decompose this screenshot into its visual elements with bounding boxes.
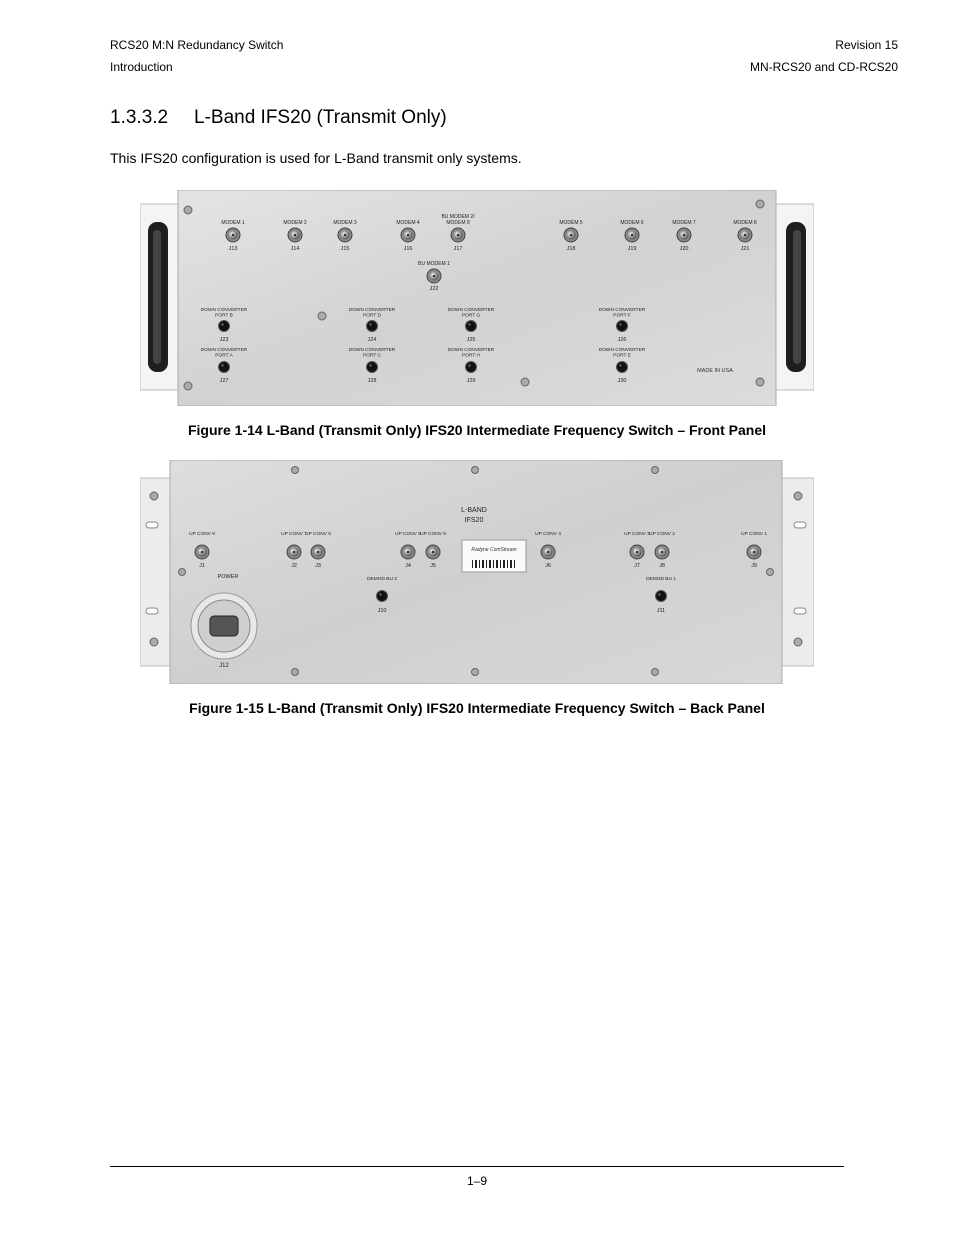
modem-label: MODEM 6 bbox=[620, 220, 644, 226]
up-converter-jack-label: J4 bbox=[405, 563, 411, 569]
down-converter-label: DOWN CONVERTER bbox=[447, 308, 495, 313]
back-panel-figure bbox=[140, 460, 814, 684]
down-converter-jack-label: J25 bbox=[466, 337, 476, 343]
demod-jack-label: J11 bbox=[656, 608, 666, 614]
modem-jack-label: J15 bbox=[340, 246, 350, 252]
up-converter-label: UP CONV 3 bbox=[624, 532, 650, 537]
brand-text: Radyne ComStream bbox=[471, 547, 517, 553]
up-converter-jack-label: J9 bbox=[751, 563, 757, 569]
down-converter-label: DOWN CONVERTER bbox=[447, 348, 495, 353]
modem-label: BU MODEM 2/ bbox=[441, 214, 475, 220]
figure-1-15-caption: Figure 1-15 L-Band (Transmit Only) IFS20 Intermediate Frequency Switch – Back Panel bbox=[189, 700, 765, 716]
modem-jack-label: J13 bbox=[228, 246, 238, 252]
down-converter-jack-label: J23 bbox=[219, 337, 229, 343]
up-converter-label: UP CONV 7 bbox=[281, 532, 307, 537]
down-converter-jack-label: J24 bbox=[367, 337, 377, 343]
down-converter-port-label: PORT G bbox=[461, 313, 481, 319]
demod-jack[interactable] bbox=[656, 591, 667, 602]
header-revision: Revision 15 bbox=[835, 38, 898, 52]
up-converter-jack-label: J6 bbox=[545, 563, 551, 569]
modem-jack-label: J20 bbox=[679, 246, 689, 252]
page-number: 1–9 bbox=[466, 1174, 488, 1188]
down-converter-label: DOWN CONVERTER bbox=[200, 308, 248, 313]
up-converter-jack-label: J7 bbox=[634, 563, 640, 569]
down-converter-jack[interactable] bbox=[367, 321, 378, 332]
down-converter-jack-label: J30 bbox=[617, 378, 627, 384]
modem-jack-label: J14 bbox=[290, 246, 300, 252]
made-in-label: MADE IN USA bbox=[697, 368, 733, 374]
power-connector-icon bbox=[210, 616, 238, 636]
up-converter-jack-label: J8 bbox=[659, 563, 665, 569]
up-converter-jack-label: J3 bbox=[315, 563, 321, 569]
down-converter-port-label: PORT D bbox=[363, 313, 381, 319]
up-converter-jack-label: J5 bbox=[430, 563, 436, 569]
down-converter-jack[interactable] bbox=[219, 362, 230, 373]
down-converter-jack-label: J29 bbox=[466, 378, 476, 384]
up-converter-label: UP CONV 6 bbox=[305, 532, 331, 537]
back-panel-drawing bbox=[140, 460, 814, 684]
header-doc-number: MN-RCS20 and CD-RCS20 bbox=[749, 60, 898, 74]
down-converter-jack[interactable] bbox=[617, 321, 628, 332]
power-jack: J12 bbox=[219, 663, 229, 669]
power-label: POWER bbox=[217, 574, 239, 580]
left-bracket bbox=[140, 478, 172, 666]
modem-jack-label: J17 bbox=[453, 246, 463, 252]
bu-modem-label: BU MODEM 1 bbox=[418, 261, 450, 267]
modem-jack-label: J21 bbox=[740, 246, 750, 252]
demod-jack-label: J10 bbox=[377, 608, 387, 614]
front-panel-drawing bbox=[140, 190, 814, 406]
section-heading bbox=[110, 107, 447, 129]
product-label-line2: IFS20 bbox=[464, 517, 484, 524]
up-converter-label: UP CONV 9 bbox=[420, 532, 446, 537]
bu-modem-jack-label: J22 bbox=[429, 286, 439, 292]
product-label-line1: L-BAND bbox=[461, 507, 487, 514]
down-converter-label: DOWN CONVERTER bbox=[598, 308, 646, 313]
up-converter-jack-label: J1 bbox=[199, 563, 205, 569]
demod-label: DEMOD BU 2 bbox=[367, 577, 397, 582]
modem-label: MODEM 8 bbox=[733, 220, 757, 226]
down-converter-label: DOWN CONVERTER bbox=[200, 348, 248, 353]
down-converter-label: DOWN CONVERTER bbox=[348, 308, 396, 313]
header-chapter: Introduction bbox=[110, 60, 173, 74]
front-panel-figure bbox=[140, 190, 814, 406]
modem-label: MODEM 9 bbox=[446, 220, 470, 226]
section-title: L-Band IFS20 (Transmit Only) bbox=[194, 107, 447, 128]
up-converter-jack-label: J2 bbox=[291, 563, 297, 569]
up-converter-label: UP CONV 1 bbox=[741, 532, 767, 537]
modem-jack-label: J19 bbox=[627, 246, 637, 252]
down-converter-jack-label: J28 bbox=[367, 378, 377, 384]
modem-jack-label: J16 bbox=[403, 246, 413, 252]
modem-label: MODEM 4 bbox=[396, 220, 420, 226]
demod-jack[interactable] bbox=[377, 591, 388, 602]
down-converter-label: DOWN CONVERTER bbox=[598, 348, 646, 353]
demod-label: DEMOD BU 1 bbox=[646, 577, 676, 582]
down-converter-port-label: PORT A bbox=[215, 353, 233, 359]
modem-label: MODEM 7 bbox=[672, 220, 696, 226]
footer-rule bbox=[110, 1166, 844, 1167]
down-converter-port-label: PORT H bbox=[462, 353, 480, 359]
up-converter-label: UP CONV 5 bbox=[395, 532, 421, 537]
modem-label: MODEM 2 bbox=[283, 220, 307, 226]
down-converter-port-label: PORT E bbox=[613, 353, 631, 359]
down-converter-jack[interactable] bbox=[466, 362, 477, 373]
down-converter-jack[interactable] bbox=[367, 362, 378, 373]
modem-jack-label: J18 bbox=[566, 246, 576, 252]
section-number: 1.3.3.2 bbox=[110, 107, 169, 128]
down-converter-jack[interactable] bbox=[219, 321, 230, 332]
down-converter-port-label: PORT B bbox=[215, 313, 233, 319]
up-converter-label: UP CONV 4 bbox=[535, 532, 561, 537]
down-converter-jack[interactable] bbox=[617, 362, 628, 373]
section-intro: This IFS20 configuration is used for L-Band transmit only systems. bbox=[110, 150, 522, 166]
down-converter-jack[interactable] bbox=[466, 321, 477, 332]
down-converter-jack-label: J27 bbox=[219, 378, 229, 384]
header-doc-title: RCS20 M:N Redundancy Switch bbox=[110, 38, 284, 52]
down-converter-port-label: PORT F bbox=[613, 313, 631, 319]
modem-label: MODEM 3 bbox=[333, 220, 357, 226]
down-converter-label: DOWN CONVERTER bbox=[348, 348, 396, 353]
up-converter-label: UP CONV 8 bbox=[189, 532, 215, 537]
modem-label: MODEM 1 bbox=[221, 220, 245, 226]
figure-1-14-caption: Figure 1-14 L-Band (Transmit Only) IFS20 Intermediate Frequency Switch – Front Panel bbox=[187, 422, 766, 438]
up-converter-label: UP CONV 2 bbox=[649, 532, 675, 537]
modem-label: MODEM 5 bbox=[559, 220, 583, 226]
down-converter-port-label: PORT C bbox=[363, 353, 381, 359]
down-converter-jack-label: J26 bbox=[617, 337, 627, 343]
